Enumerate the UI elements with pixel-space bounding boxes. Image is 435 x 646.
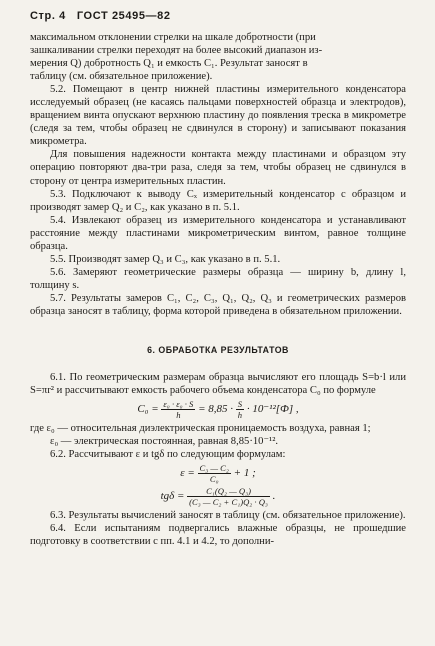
formula-c0: [30, 399, 406, 420]
denominator: (C₃ — C₂ + C₁)Q₂ · Q₃: [189, 497, 268, 508]
text-line: зашкаливании стрелки переходят на более высокий диапазон из-: [30, 45, 323, 57]
numerator: C₃ — C₂: [199, 463, 229, 474]
formula-lhs: tgδ =: [160, 490, 185, 503]
formula-tail: .: [272, 490, 276, 503]
definition-line: ε₀ — электрическая постоянная, равная 8,85·10⁻¹².: [50, 436, 279, 448]
definition-line: где ε₀ — относительная диэлектрическая проницаемость воздуха, равная 1;: [30, 423, 371, 435]
formula-lhs: ε =: [180, 467, 195, 480]
paragraph-5-3: 5.3. Подключают к выводу Cₓ измерительный конденсатор с образцом и производят замер Q₂ и C₂, как указано в п. 5.1.: [30, 188, 406, 213]
page-header: [30, 10, 171, 22]
formula-tgdelta: [30, 486, 406, 507]
paragraph-6-3: 6.3. Результаты вычислений заносят в таблицу (см. обязательное приложение).: [50, 510, 406, 522]
standard-code: ГОСТ 25495—82: [76, 10, 171, 22]
text-line: максимальном отклонении стрелки на шкале добротности (при: [30, 32, 316, 43]
denominator: h: [237, 410, 243, 421]
paragraph-6-4: 6.4. Если испытаниям подвергались влажные образцы, не прошедшие подготовку в соответствии с пп. 4.1 и 4.2, то дополни-: [30, 523, 406, 548]
fraction: [236, 399, 244, 420]
formula-mid: = 8,85 ·: [198, 403, 234, 416]
document-body: [30, 31, 406, 548]
paragraph-5-5: 5.5. Производят замер Q₃ и C₃, как указано в п. 5.1.: [50, 253, 281, 265]
text-line: таблицу (см. обязательное приложение).: [30, 71, 213, 83]
formula-tail: · 10⁻¹²[Ф] ,: [246, 403, 299, 416]
section-title: 6. ОБРАБОТКА РЕЗУЛЬТАТОВ: [147, 345, 289, 356]
numerator: S: [237, 399, 243, 410]
denominator: h: [176, 410, 181, 421]
formula-lhs: C₀ =: [137, 403, 159, 416]
page-number: Стр. 4: [30, 10, 66, 22]
paragraph-5-2b: Для повышения надежности контакта между пластинами и образцом эту операцию повторяют два-три раза, следя за тем, чтобы образец не сдвинулся в сторону от центра измерительных пластин.: [30, 149, 406, 187]
formula-epsilon: [30, 463, 406, 484]
text-line: мерения Q) добротность Q₁ и емкость C₁. Результат заносят в: [30, 58, 308, 70]
paragraph-5-7: 5.7. Результаты замеров C₁, C₂, C₃, Q₁, Q₂, Q₃ и геометрических размеров образца заносят в таблицу, форма которой приведена в обязательном приложении.: [30, 292, 406, 317]
fraction: [198, 463, 231, 484]
paragraph-5-4: 5.4. Извлекают образец из измерительного конденсатора и устанавливают расстояние между пластинами микрометрическим винтом, равное толщине образца.: [30, 214, 406, 252]
numerator: C₁(Q₂ — Q₃): [187, 486, 270, 497]
paragraph-5-6: 5.6. Замеряют геометрические размеры образца — ширину b, длину l, толщину s.: [30, 266, 406, 291]
numerator: ε₀ · ε₀ · S: [163, 399, 194, 410]
denominator: C₀: [209, 474, 219, 485]
formula-tail: + 1 ;: [233, 467, 256, 480]
paragraph-6-2: 6.2. Рассчитывают ε и tgδ по следующим формулам:: [50, 449, 286, 461]
fraction: [187, 486, 270, 507]
fraction: [161, 399, 195, 420]
paragraph-6-1: 6.1. По геометрическим размерам образца вычисляют его площадь S=b·l или S=πr² и рассчитывают емкость рабочего объема конденсатора C₀ по формуле: [30, 372, 406, 397]
paragraph-5-2: 5.2. Помещают в центр нижней пластины измерительного конденсатора исследуемый образец (не касаясь пальцами поверхностей образца и электродов), вращением винта опускают верхнюю пластину до появления треска в микрометре (следя за тем, чтобы образец не сдвинулся в сторону) и записывают показания микрометра.: [30, 84, 406, 148]
